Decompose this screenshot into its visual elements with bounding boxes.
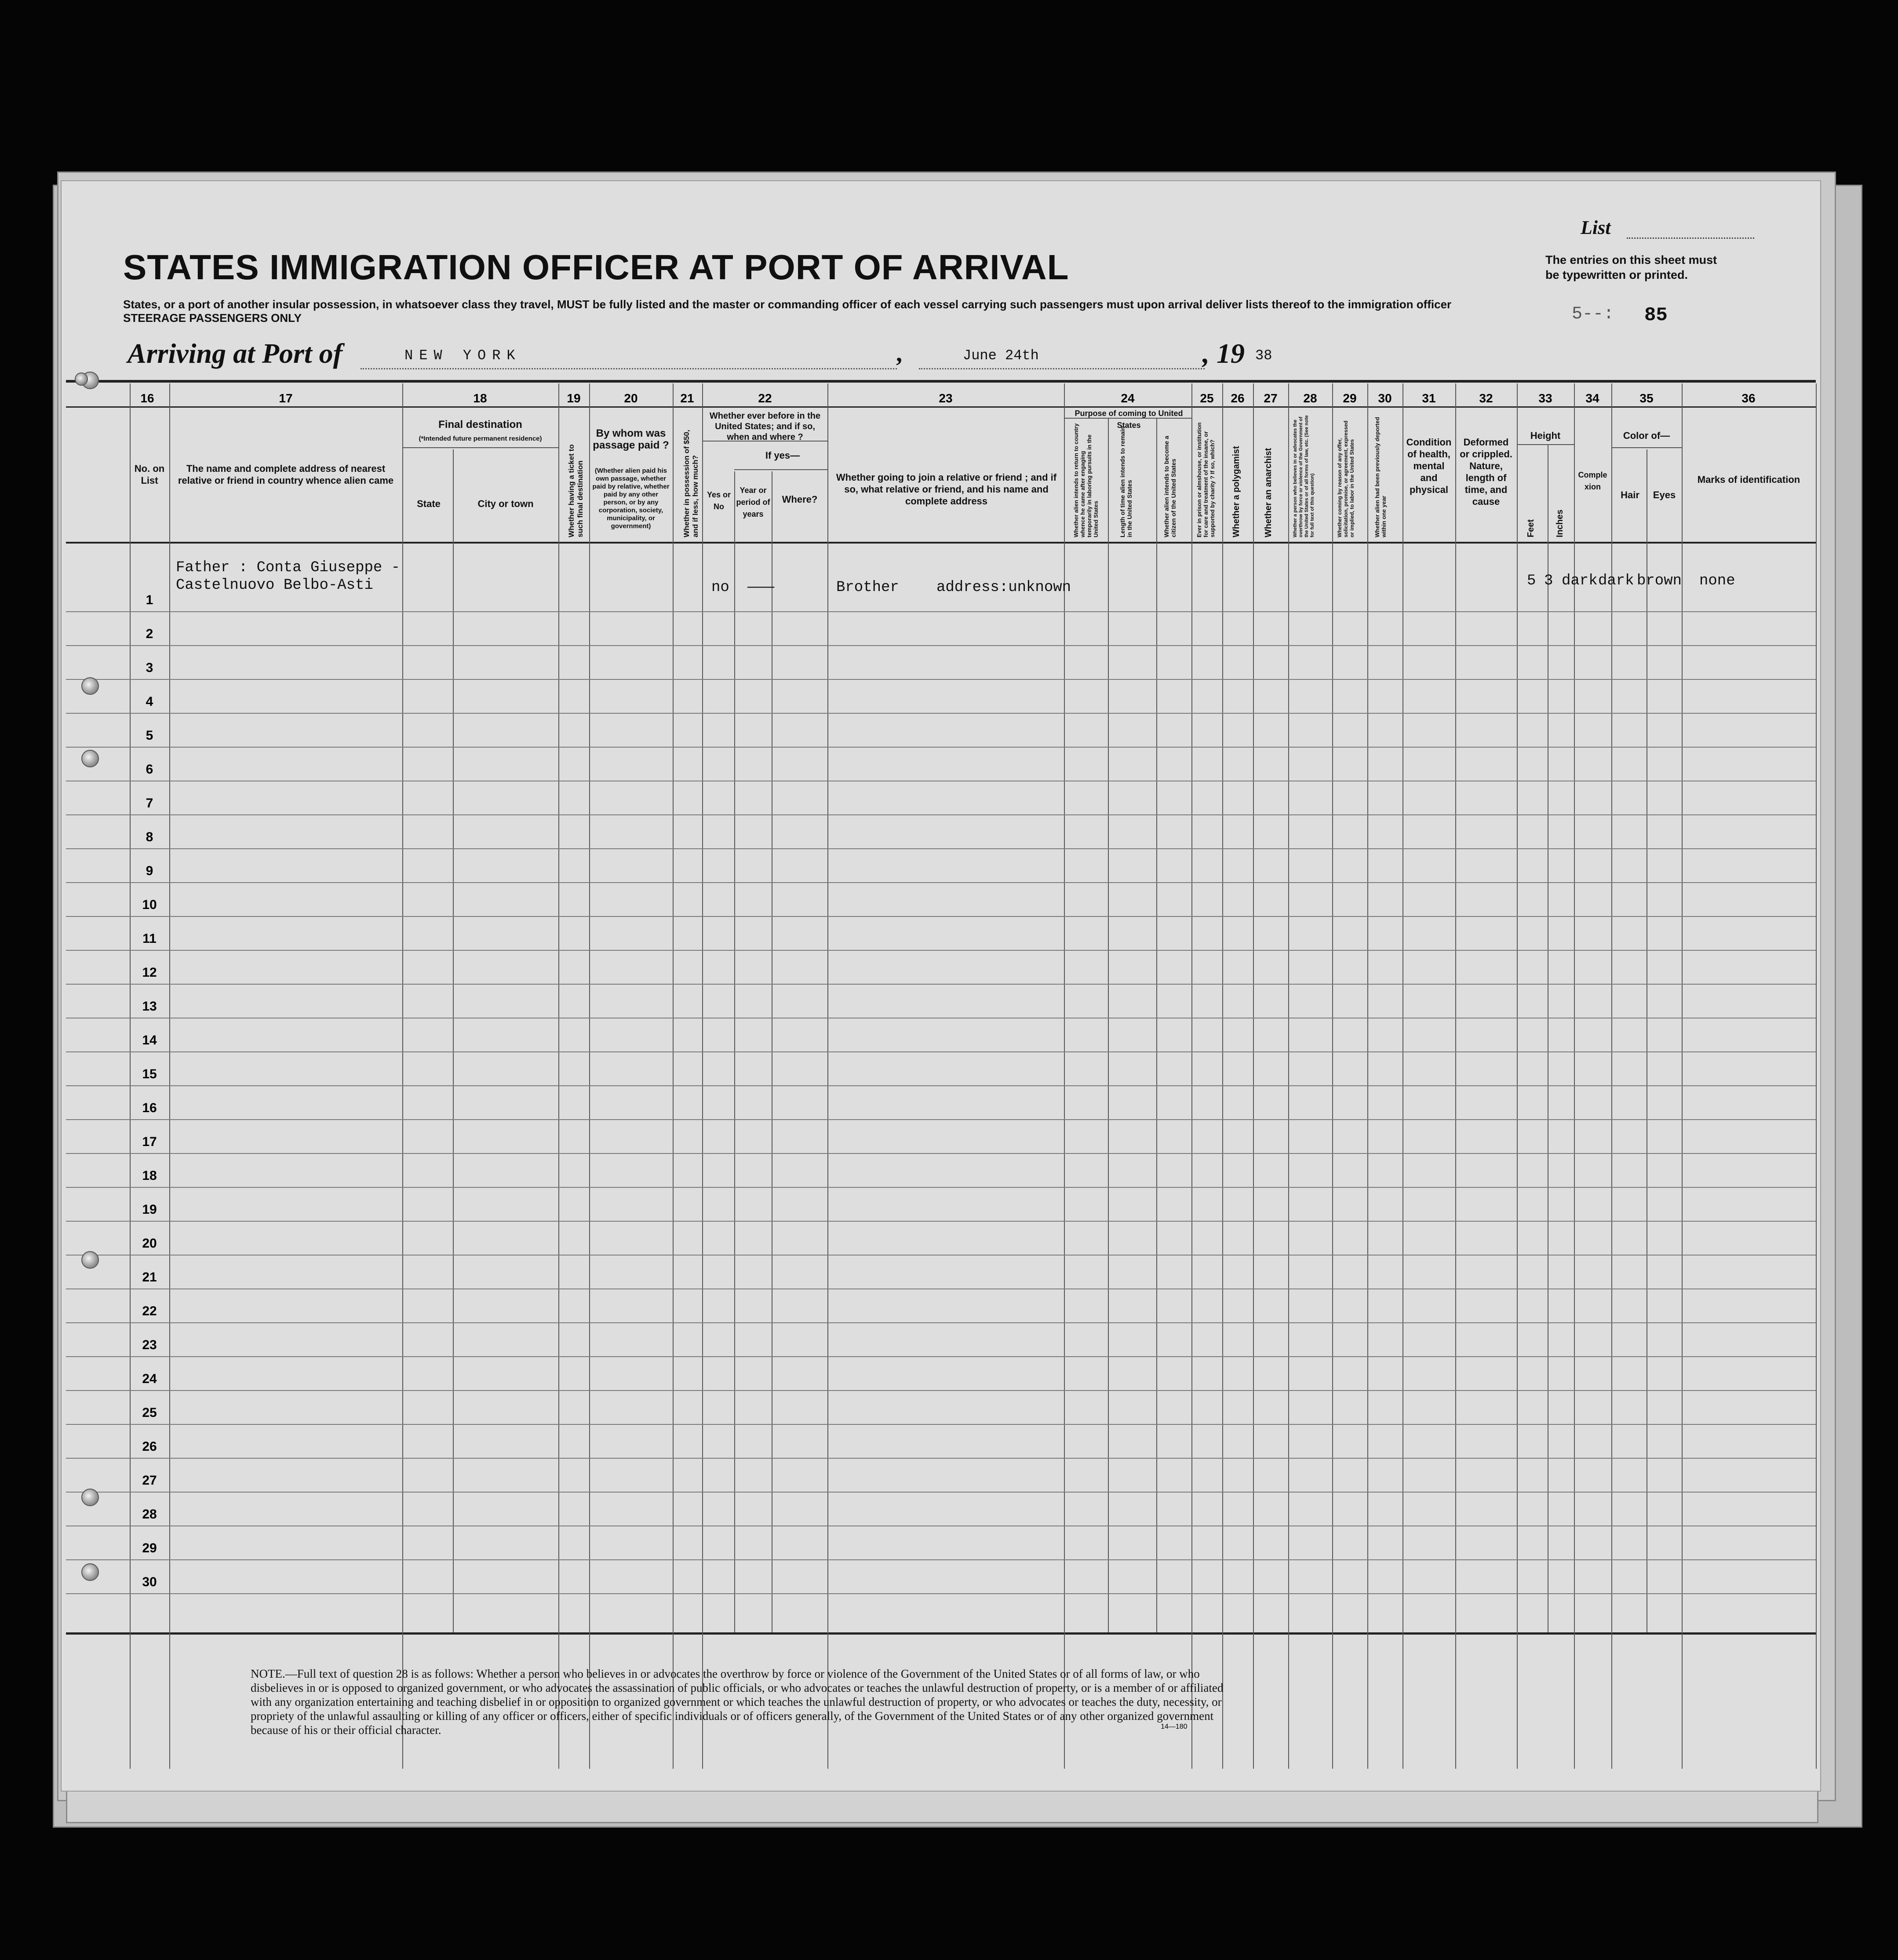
column-number: 19: [567, 391, 581, 405]
column-divider: [1253, 383, 1254, 1769]
column-divider: [169, 383, 170, 1769]
date-line: [919, 368, 1205, 369]
header-eyes: Eyes: [1653, 489, 1676, 500]
table-row: [66, 747, 1816, 748]
row-number: 7: [146, 796, 153, 810]
manifest-sheet: [61, 180, 1821, 1792]
column-divider: [1108, 419, 1109, 1632]
header-ticket: Whether having a ticket to such final destination: [567, 444, 584, 537]
table-row: [66, 1288, 1816, 1289]
row-number: 17: [142, 1135, 157, 1149]
header-marks: Marks of identification: [1697, 474, 1800, 485]
header-state: State: [417, 498, 441, 509]
table-row: [66, 611, 1816, 612]
punch-hole: [81, 750, 99, 767]
law-text: States, or a port of another insular possession, in whatsoever class they travel, MUST be fully listed and the master or commanding officer of each vessel carrying such passengers must upon arrival deliver lists thereof to the immigration officer: [123, 298, 1452, 311]
header-passage-paid: By whom was passage paid ?: [593, 427, 669, 451]
row-number: 12: [142, 965, 157, 980]
table-row: [66, 950, 1816, 951]
header-final-destination: Final destination: [438, 419, 522, 431]
table-row: [66, 916, 1816, 917]
column-number: 35: [1639, 391, 1654, 405]
list-line: [1627, 237, 1754, 239]
column-number: 27: [1264, 391, 1278, 405]
row-number: 13: [142, 999, 157, 1014]
punch-hole: [81, 1563, 99, 1581]
column-divider: [827, 383, 828, 1769]
column-number: 25: [1200, 391, 1214, 405]
table-row: [66, 814, 1816, 815]
typewriter-note-line: The entries on this sheet must: [1545, 253, 1717, 266]
column-divider: [402, 383, 403, 1769]
marks-value: none: [1699, 573, 1735, 589]
row-number: 1: [146, 593, 153, 607]
row-number: 5: [146, 728, 153, 743]
row-number: 20: [142, 1236, 157, 1251]
column-number: 24: [1121, 391, 1135, 405]
column-number: 23: [939, 391, 953, 405]
header-no-on-list: No. on List: [134, 463, 165, 486]
column-divider: [1191, 383, 1192, 1769]
before-in-us-dash: ———: [747, 579, 775, 596]
row-number: 21: [142, 1270, 157, 1285]
subheader-rule: [1517, 444, 1574, 445]
punch-hole: [75, 372, 88, 386]
row-number: 19: [142, 1202, 157, 1217]
header-before-in-us: Whether ever before in the United States; and if so, when and where ?: [709, 411, 821, 442]
list-label: List: [1581, 217, 1611, 238]
row-number: 23: [142, 1338, 157, 1352]
column-divider: [1222, 383, 1223, 1769]
table-row: [66, 1153, 1816, 1154]
table-row: [66, 1322, 1816, 1323]
row-number: 27: [142, 1473, 157, 1488]
header-labor-offer: Whether coming by reason of any offer, solicitation, promise, or agreement, expressed or implied, to labor in the United States: [1337, 420, 1355, 537]
page-number: 85: [1644, 304, 1668, 326]
table-row: [66, 1356, 1816, 1357]
row-number: 3: [146, 661, 153, 675]
column-divider: [673, 383, 674, 1769]
table-row: [66, 1119, 1816, 1120]
header-city: City or town: [477, 498, 534, 509]
footer-note: NOTE.—Full text of question 28 is as follows: Whether a person who believes in or advocates the overthrow by force or violence of the Government of the United States or of all forms of law, or who disbelieves in or is opposed to organized government, or who advocates the assassination of public officials, or who advocates or teaches the unlawful destruction of property, or is a member of or affiliated with any organization entertaining and teaching disbelief in or opposition to organized government or which teaches the unlawful destruction of property, or who advocates or teaches the duty, necessity, or propriety of the unlawful assaulting or killing of any officer or officers, either of specific individuals or of officers generally, of the Government of the United States or of any other organized government because of his or their official character.: [251, 1667, 1224, 1737]
header-joining-relative: Whether going to join a relative or friend ; and if so, what relative or friend, and his name and complete address: [836, 472, 1057, 507]
column-number: 32: [1479, 391, 1493, 405]
row-number: 24: [142, 1372, 157, 1386]
header-year-period: Year or period of years: [736, 486, 770, 518]
column-divider: [589, 383, 590, 1769]
table-row: [66, 645, 1816, 646]
column-divider: [702, 383, 703, 1769]
table-row: [66, 1492, 1816, 1493]
subheader-rule: [734, 469, 827, 470]
complexion-value: dark: [1562, 573, 1598, 589]
punch-hole: [81, 1251, 99, 1269]
header-polygamist: Whether a polygamist: [1231, 446, 1241, 537]
header-deformed: Deformed or crippled. Nature, length of time, and cause: [1460, 437, 1512, 507]
table-row: [66, 1051, 1816, 1052]
punch-hole: [81, 1489, 99, 1506]
header-purpose-length: Length of time alien intends to remain in the United States: [1119, 426, 1133, 537]
table-row: [66, 1424, 1816, 1425]
header-height: Height: [1530, 430, 1561, 441]
header-purpose-citizen: Whether alien intends to become a citizen of the United States: [1163, 435, 1177, 537]
header-where: Where?: [782, 494, 818, 505]
table-row: [66, 1255, 1816, 1256]
typewriter-note: [1545, 252, 1717, 282]
comma: ,: [896, 340, 902, 367]
column-number: 36: [1741, 391, 1756, 405]
date-value: June 24th: [963, 347, 1039, 364]
row-number: 16: [142, 1101, 157, 1115]
header-complexion: Complexion: [1578, 471, 1607, 491]
year-prefix: , 19: [1202, 338, 1245, 369]
header-purpose: Purpose of coming to United States: [1075, 409, 1183, 430]
row-number: 10: [142, 898, 157, 912]
form-code: 14—180: [1161, 1723, 1188, 1730]
row-number: 26: [142, 1439, 157, 1454]
column-divider: [1574, 383, 1575, 1769]
column-number: 34: [1585, 391, 1599, 405]
hair-value: dark: [1598, 573, 1634, 589]
row-number: 8: [146, 830, 153, 844]
column-divider: [1682, 383, 1683, 1769]
column-number: 30: [1378, 391, 1392, 405]
table-row: [66, 713, 1816, 714]
row-number: 22: [142, 1304, 157, 1318]
column-number: 29: [1343, 391, 1357, 405]
column-divider: [1288, 383, 1289, 1769]
column-divider: [1455, 383, 1456, 1769]
column-divider: [1332, 383, 1333, 1769]
column-number: 20: [624, 391, 638, 405]
column-divider: [1611, 383, 1612, 1769]
row-number: 2: [146, 627, 153, 641]
column-number: 31: [1422, 391, 1436, 405]
column-divider: [453, 449, 454, 1632]
table-row: [66, 679, 1816, 680]
table-row: [66, 1390, 1816, 1391]
page-number-faded: 5--:: [1572, 304, 1614, 324]
table-row: [66, 1221, 1816, 1222]
punch-hole: [81, 677, 99, 695]
header-relative-address: The name and complete address of nearest relative or friend in country whence alien came: [178, 463, 394, 486]
row-number: 18: [142, 1168, 157, 1183]
table-row: [66, 1085, 1816, 1086]
header-if-yes: If yes—: [765, 450, 800, 461]
header-question-28: Whether a person who believes in or advocates the overthrow by force or violence of the Government of the United States or of all forms of law, etc. (See note for full text of this question): [1293, 415, 1315, 537]
row-number: 9: [146, 864, 153, 878]
column-number: 22: [758, 391, 772, 405]
table-row: [66, 848, 1816, 849]
header-inches: Inches: [1555, 509, 1565, 537]
header-bottom-rule: [66, 542, 1816, 544]
column-number: 18: [473, 391, 487, 405]
height-inches-value: 3: [1544, 573, 1553, 589]
arriving-label: Arriving at Port of: [128, 338, 342, 369]
row-number: 25: [142, 1405, 157, 1420]
port-value: NEW YORK: [404, 347, 521, 364]
header-money: Whether in possession of $50, and if less, how much?: [682, 430, 699, 537]
column-divider: [558, 383, 559, 1769]
header-prison: Ever in prison or almshouse, or institution for care and treatment of the insane, or supported by charity ? If so, which?: [1196, 422, 1216, 537]
header-deported: Whether alien had been previously deported within one year: [1374, 417, 1387, 537]
table-row: [66, 1458, 1816, 1459]
row-number: 28: [142, 1507, 157, 1522]
subheader-rule: [402, 447, 558, 448]
row-number: 30: [142, 1575, 157, 1589]
height-feet-value: 5: [1527, 573, 1536, 589]
header-purpose-return: Whether alien intends to return to country whence he came after engaging temporarily in laboring pursuits in the United States: [1073, 423, 1099, 537]
column-number: 16: [140, 391, 154, 405]
joining-relation: Brother: [836, 579, 899, 596]
row-number: 15: [142, 1067, 157, 1081]
header-passage-paid-sub: (Whether alien paid his own passage, whether paid by relative, whether paid by any other person, or by any corporation, society, municipality, or government): [592, 467, 670, 530]
column-divider: [1367, 383, 1368, 1769]
column-number: 33: [1538, 391, 1552, 405]
header-feet: Feet: [1526, 519, 1536, 537]
relative-line-2: Castelnuovo Belbo-Asti: [176, 577, 373, 594]
table-row: [66, 984, 1816, 985]
before-in-us-value: no: [711, 579, 729, 596]
header-final-destination-sub: (*Intended future permanent residence): [419, 435, 542, 442]
table-bottom-rule: [66, 1632, 1816, 1635]
column-number: 17: [279, 391, 293, 405]
column-divider: [1816, 383, 1817, 1769]
header-yes-no: Yes or No: [707, 490, 731, 511]
column-number: 28: [1303, 391, 1317, 405]
row-number: 14: [142, 1033, 157, 1048]
column-number: 21: [680, 391, 694, 405]
row-number: 4: [146, 694, 153, 709]
column-number: 26: [1231, 391, 1245, 405]
table-row: [66, 882, 1816, 883]
header-health: Condition of health, mental and physical: [1406, 437, 1452, 495]
colnum-rule: [66, 406, 1816, 408]
port-line: [361, 368, 897, 369]
typewriter-note-line: be typewritten or printed.: [1545, 268, 1688, 281]
row-number: 29: [142, 1541, 157, 1555]
relative-line-1: Father : Conta Giuseppe -: [176, 559, 401, 576]
table-top-rule: [66, 380, 1816, 383]
column-divider: [1156, 419, 1157, 1632]
column-divider: [1517, 383, 1518, 1769]
header-hair: Hair: [1621, 489, 1639, 500]
joining-address: address:unknown: [936, 579, 1071, 596]
table-row: [66, 1559, 1816, 1560]
year-suffix: 38: [1255, 347, 1272, 364]
header-color-of: Color of—: [1623, 430, 1670, 441]
table-row: [66, 1593, 1816, 1594]
page-title: STATES IMMIGRATION OFFICER AT PORT OF ARRIVAL: [123, 248, 1069, 287]
row-number: 11: [142, 931, 157, 946]
steerage-label: STEERAGE PASSENGERS ONLY: [123, 311, 302, 325]
table-row: [66, 1187, 1816, 1188]
row-number: 6: [146, 762, 153, 777]
subheader-rule: [1611, 447, 1682, 448]
eyes-value: brown: [1637, 573, 1682, 589]
header-anarchist: Whether an anarchist: [1264, 448, 1273, 537]
